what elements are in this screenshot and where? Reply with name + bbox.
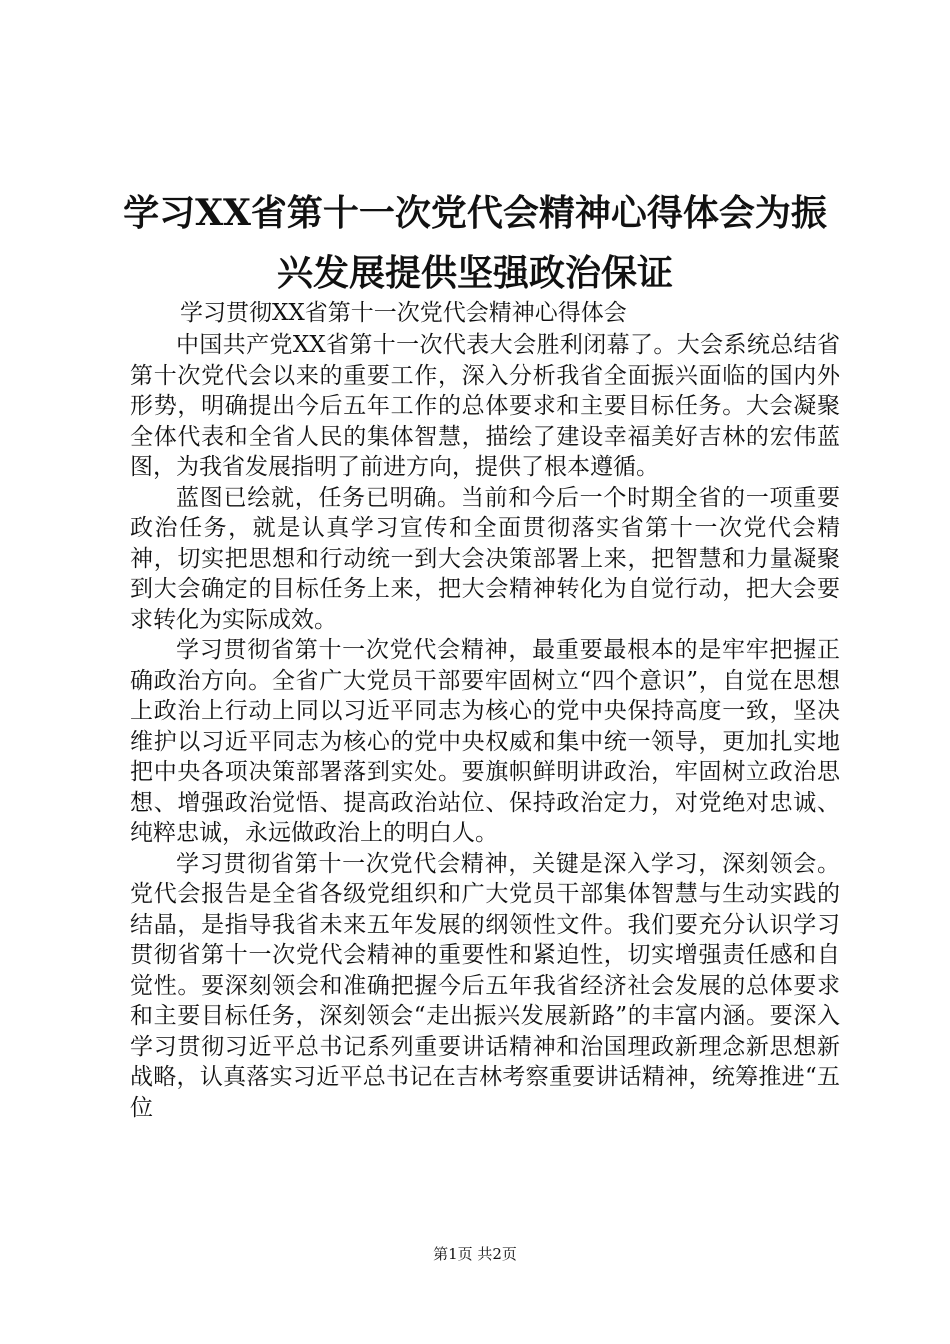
- paragraph: 中国共产党XX省第十一次代表大会胜利闭幕了。大会系统总结省第十次党代会以来的重要工作，深入分析我省全面振兴面临的国内外形势，明确提出今后五年工作的总体要求和主要目标任务。大会凝聚全体代表和全省人民的集体智慧，描绘了建设幸福美好吉林的宏伟蓝图，为我省发展指明了前进方向，提供了根本遵循。: [130, 332, 840, 480]
- paragraph: 蓝图已绘就，任务已明确。当前和今后一个时期全省的一项重要政治任务，就是认真学习宣传和全面贯彻落实省第十一次党代会精神，切实把思想和行动统一到大会决策部署上来，把智慧和力量凝聚到大会确定的目标任务上来，把大会精神转化为自觉行动，把大会要求转化为实际成效。: [130, 484, 840, 633]
- paragraph: 学习贯彻省第十一次党代会精神，关键是深入学习，深刻领会。党代会报告是全省各级党组织和广大党员干部集体智慧与生动实践的结晶，是指导我省未来五年发展的纲领性文件。我们要充分认识学习贯彻省第十一次党代会精神的重要性和紧迫性，切实增强责任感和自觉性。要深刻领会和准确把握今后五年我省经济社会发展的总体要求和主要目标任务，深刻领会“走出振兴发展新路”的丰富内涵。要深入学习贯彻习近平总书记系列重要讲话精神和治国理政新理念新思想新战略，认真落实习近平总书记在吉林考察重要讲话精神，统筹推进“五位: [130, 850, 840, 1121]
- document-body: [130, 330, 840, 1123]
- document-title: 学习XX省第十一次党代会精神心得体会为振兴发展提供坚强政治保证: [123, 192, 827, 294]
- paragraph: 学习贯彻省第十一次党代会精神，最重要最根本的是牢牢把握正确政治方向。全省广大党员干部要牢固树立“四个意识”，自觉在思想上政治上行动上同以习近平同志为核心的党中央保持高度一致，坚决维护以习近平同志为核心的党中央权威和集中统一领导，更加扎实地把中央各项决策部署落到实处。要旗帜鲜明讲政治，牢固树立政治思想、增强政治觉悟、提高政治站位、保持政治定力，对党绝对忠诚、纯粹忠诚，永远做政治上的明白人。: [130, 637, 840, 846]
- document-subtitle: 学习贯彻XX省第十一次党代会精神心得体会: [180, 300, 627, 326]
- page-footer: 第1页 共2页: [433, 1245, 517, 1263]
